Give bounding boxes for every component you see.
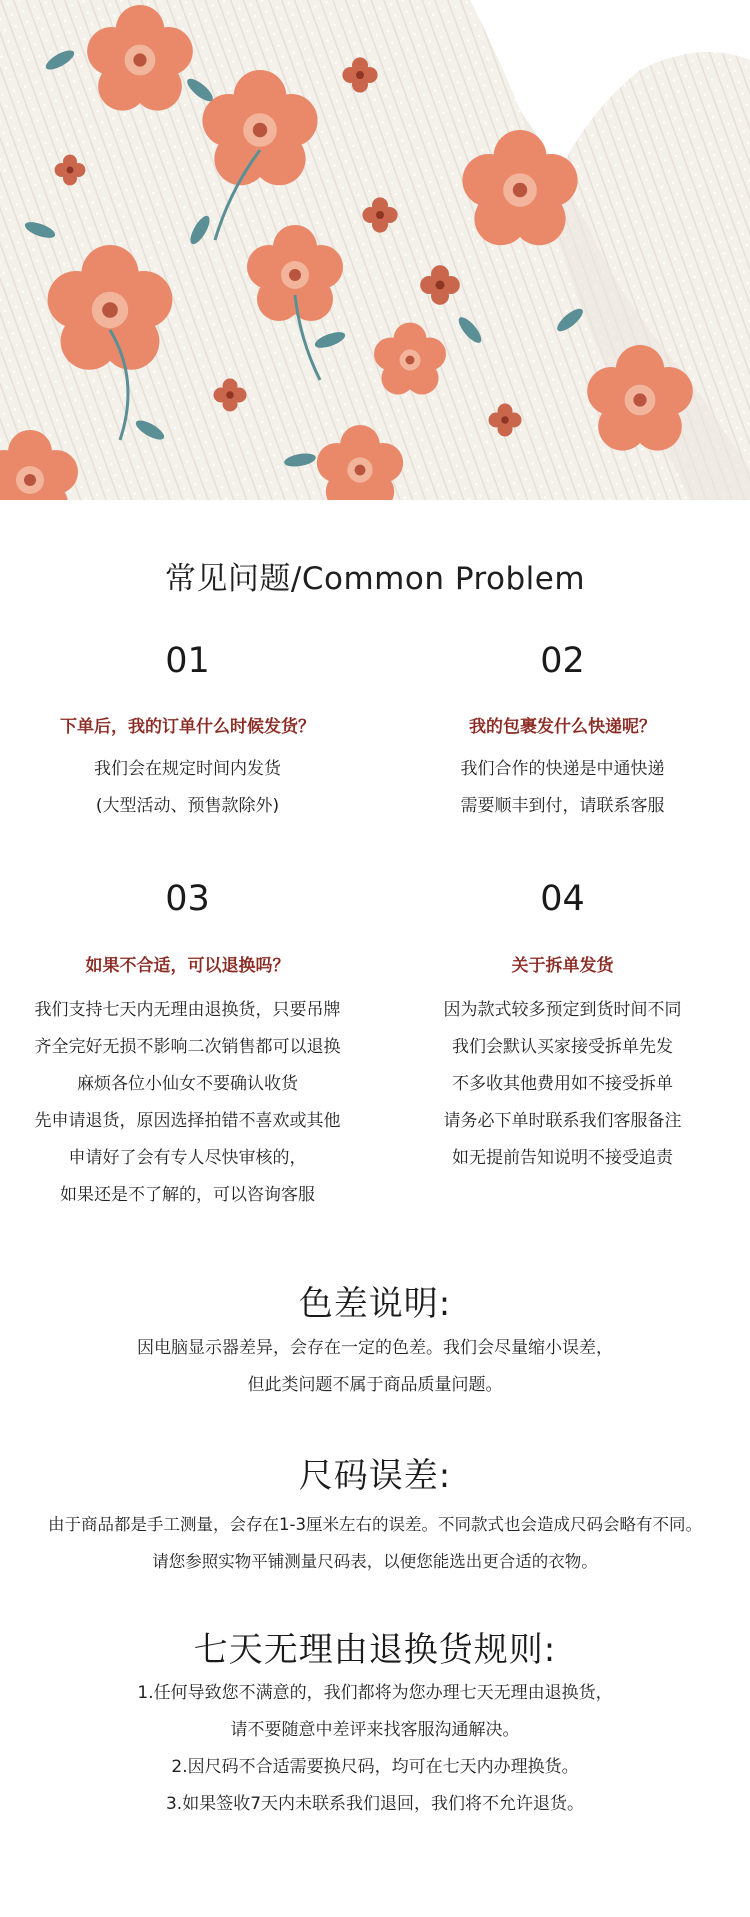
return-rule-line: 2.因尺码不合适需要换尺码，均可在七天内办理换货。 <box>171 1757 579 1777</box>
color-diff-text <box>0 1330 750 1404</box>
faq-question: 关于拆单发货 <box>511 956 614 976</box>
faq-answer <box>0 992 375 1214</box>
size-error-line: 由于商品都是手工测量，会存在1-3厘米左右的误差。不同款式也会造成尺码会略有不同。 <box>48 1515 702 1534</box>
faq-answer-line: 不多收其他费用如不接受拆单 <box>452 1074 673 1094</box>
faq-answer-line: 需要顺丰到付，请联系客服 <box>460 796 665 816</box>
faq-question: 如果不合适，可以退换吗？ <box>85 956 290 976</box>
faq-answer-line: (大型活动、预售款除外) <box>95 796 280 816</box>
return-rules-text <box>0 1675 750 1823</box>
color-diff-title: 色差说明: <box>298 1284 452 1324</box>
faq-number: 02 <box>540 641 585 681</box>
faq-answer-line: 麻烦各位小仙女不要确认收货 <box>77 1074 298 1094</box>
floral-fabric-photo <box>0 0 750 500</box>
faq-answer <box>375 992 750 1177</box>
floral-pattern-graphic <box>0 0 750 500</box>
faq-question: 下单后，我的订单什么时候发货？ <box>60 717 315 737</box>
return-rules-title: 七天无理由退换货规则: <box>193 1630 557 1670</box>
faq-answer-line: 申请好了会有专人尽快审核的， <box>68 1148 307 1168</box>
faq-answer-line: 如无提前告知说明不接受追责 <box>452 1148 673 1168</box>
faq-answer-line: 请务必下单时联系我们客服备注 <box>443 1111 682 1131</box>
return-rule-line: 3.如果签收7天内未联系我们退回，我们将不允许退货。 <box>165 1794 585 1814</box>
faq-answer <box>375 751 750 825</box>
faq-answer-line: 因为款式较多预定到货时间不同 <box>443 1000 682 1020</box>
faq-answer-line: 如果还是不了解的，可以咨询客服 <box>60 1185 315 1205</box>
size-error-text <box>0 1506 750 1580</box>
size-error-title: 尺码误差: <box>298 1456 452 1496</box>
common-problem-title: 常见问题/Common Problem <box>164 561 586 597</box>
return-rule-line: 1.任何导致您不满意的，我们都将为您办理七天无理由退换货， <box>137 1683 613 1703</box>
size-error-line: 请您参照实物平铺测量尺码表，以便您能选出更合适的衣物。 <box>152 1552 598 1571</box>
faq-answer-line: 齐全完好无损不影响二次销售都可以退换 <box>34 1037 341 1057</box>
faq-answer <box>0 751 375 825</box>
faq-answer-line: 我们支持七天内无理由退换货，只要吊牌 <box>34 1000 341 1020</box>
faq-number: 01 <box>165 641 210 681</box>
faq-number: 04 <box>540 879 585 919</box>
faq-answer-line: 先申请退货，原因选择拍错不喜欢或其他 <box>34 1111 341 1131</box>
return-rule-line: 请不要随意中差评来找客服沟通解决。 <box>230 1720 520 1740</box>
faq-answer-line: 我们会默认买家接受拆单先发 <box>452 1037 673 1057</box>
faq-question: 我的包裹发什么快递呢？ <box>469 717 656 737</box>
faq-answer-line: 我们会在规定时间内发货 <box>94 759 281 779</box>
faq-answer-line: 我们合作的快递是中通快递 <box>460 759 665 779</box>
color-diff-line: 但此类问题不属于商品质量问题。 <box>247 1375 503 1395</box>
color-diff-line: 因电脑显示器差异，会存在一定的色差。我们会尽量缩小误差， <box>137 1338 613 1358</box>
faq-number: 03 <box>165 879 210 919</box>
